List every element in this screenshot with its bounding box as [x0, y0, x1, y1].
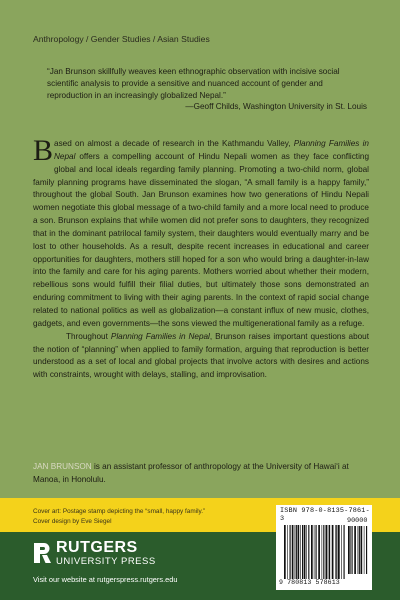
- barcode-digits: 9 780813 578613: [279, 579, 340, 586]
- endorsement-quote: “Jan Brunson skillfully weaves keen ethnographic observation with incisive social scientific analysis to provide a sensitive and nuanced account of gender and reproduction in an increasingly globalized Nepal.”: [47, 67, 340, 100]
- book-description: [33, 134, 370, 382]
- drop-cap: B: [33, 134, 54, 167]
- barcode-bar: [361, 526, 363, 574]
- barcode-bar: [314, 525, 315, 579]
- barcode-bar: [308, 525, 309, 579]
- barcode-bar: [332, 525, 334, 579]
- barcode-bar: [295, 525, 296, 579]
- price-addon-number: 90000: [347, 517, 368, 525]
- isbn-number: ISBN 978-0-8135-7861-3: [280, 507, 370, 523]
- cover-credits: [33, 507, 205, 526]
- book-title-reference: Planning Families in Nepal: [110, 331, 210, 341]
- book-title-reference: Planning Families in Nepal: [54, 139, 369, 161]
- barcode-bar: [316, 525, 317, 579]
- barcode-bar: [335, 525, 336, 579]
- barcode-bar: [300, 525, 301, 579]
- barcode-bar: [326, 525, 328, 579]
- barcode-bar: [306, 525, 307, 579]
- endorsement-attribution: —Geoff Childs, Washington University in St. Louis: [185, 102, 367, 111]
- barcode-bar: [311, 525, 313, 579]
- barcode-bar: [336, 525, 337, 579]
- barcode-bar: [352, 526, 353, 574]
- barcode: [276, 505, 372, 590]
- barcode-bar: [284, 525, 286, 579]
- barcode-bar: [296, 525, 297, 579]
- description-paragraph-1: Based on almost a decade of research in the Kathmandu Valley, Planning Families in Nepal offers a compelling account of Hindu Nepali women as they face conflicting global and local ideals regarding family planning. Promoting a two-child norm, global family planning programs have disseminated the slogan, “A small family is a happy family,” throughout the global South. Jan Brunson examines how two generations of Hindu Nepali women negotiate this global message of a two-child family and a more local need to produce a son. Brunson explains that while women did not prefer sons to daughters, they recognized that in the dominant patrilocal family system, their daughters would eventually marry and be lost to other households. As a result, despite recent increases in educational and career opportunities for daughters, mothers still hoped for a son who would bring a daughter-in-law into the family and care for his aging parents. Mothers worried about whether their modern, rebellious sons would fulfill their filial duties, but ultimately those sons demonstrated an enduring commitment to living with their aging parents. In the context of rapid social change related to national politics as well as globalization—a constant influx of new music, clothes, gadgets, and even governments—the sons viewed the multigenerational family as a refuge.: [33, 134, 369, 328]
- barcode-bar: [323, 525, 324, 579]
- addon-barcode-bars: [348, 526, 368, 574]
- barcode-bar: [364, 526, 365, 574]
- cover-art-credit: Cover art: Postage stamp depicting the “small, happy family.”: [33, 508, 206, 515]
- barcode-bar: [318, 525, 320, 579]
- author-bio: JAN BRUNSON is an assistant professor of anthropology at the University of Hawai‘i at Manoa, in Honolulu.: [33, 462, 349, 484]
- barcode-bar: [290, 525, 291, 579]
- rutgers-r-icon: [33, 542, 52, 564]
- barcode-bar: [292, 525, 294, 579]
- barcode-bar: [329, 525, 330, 579]
- barcode-bar: [359, 526, 360, 574]
- barcode-bar: [328, 525, 329, 579]
- subject-categories: Anthropology / Gender Studies / Asian Studies: [33, 34, 210, 44]
- barcode-bar: [338, 525, 340, 579]
- barcode-bar: [287, 525, 288, 579]
- description-paragraph-2: Throughout Planning Families in Nepal, Brunson raises important questions about the notion of “planning” when applied to family formation, arguing that reproduction is better understood as a set of local and global projects that involve actors with desires and actions with constraints, wrought with delays, stalling, and improvisation.: [33, 331, 370, 380]
- barcode-bar: [344, 525, 345, 579]
- barcode-bar: [354, 526, 356, 574]
- publisher-website[interactable]: Visit our website at rutgerspress.rutgers.edu: [33, 575, 178, 584]
- barcode-bar: [358, 526, 359, 574]
- barcode-bar: [341, 525, 342, 579]
- barcode-bars: [284, 525, 346, 579]
- barcode-bar: [322, 525, 323, 579]
- barcode-bar: [350, 526, 351, 574]
- author-name: JAN BRUNSON: [33, 462, 92, 471]
- barcode-bar: [302, 525, 303, 579]
- barcode-bar: [304, 525, 306, 579]
- barcode-bar: [298, 525, 300, 579]
- publisher-name: RUTGERS: [56, 539, 138, 556]
- publisher-logo: [33, 540, 156, 567]
- barcode-bar: [366, 526, 367, 574]
- barcode-bar: [348, 526, 350, 574]
- cover-design-credit: Cover design by Eve Siegel: [33, 517, 112, 525]
- publisher-subname: UNIVERSITY PRESS: [56, 556, 156, 567]
